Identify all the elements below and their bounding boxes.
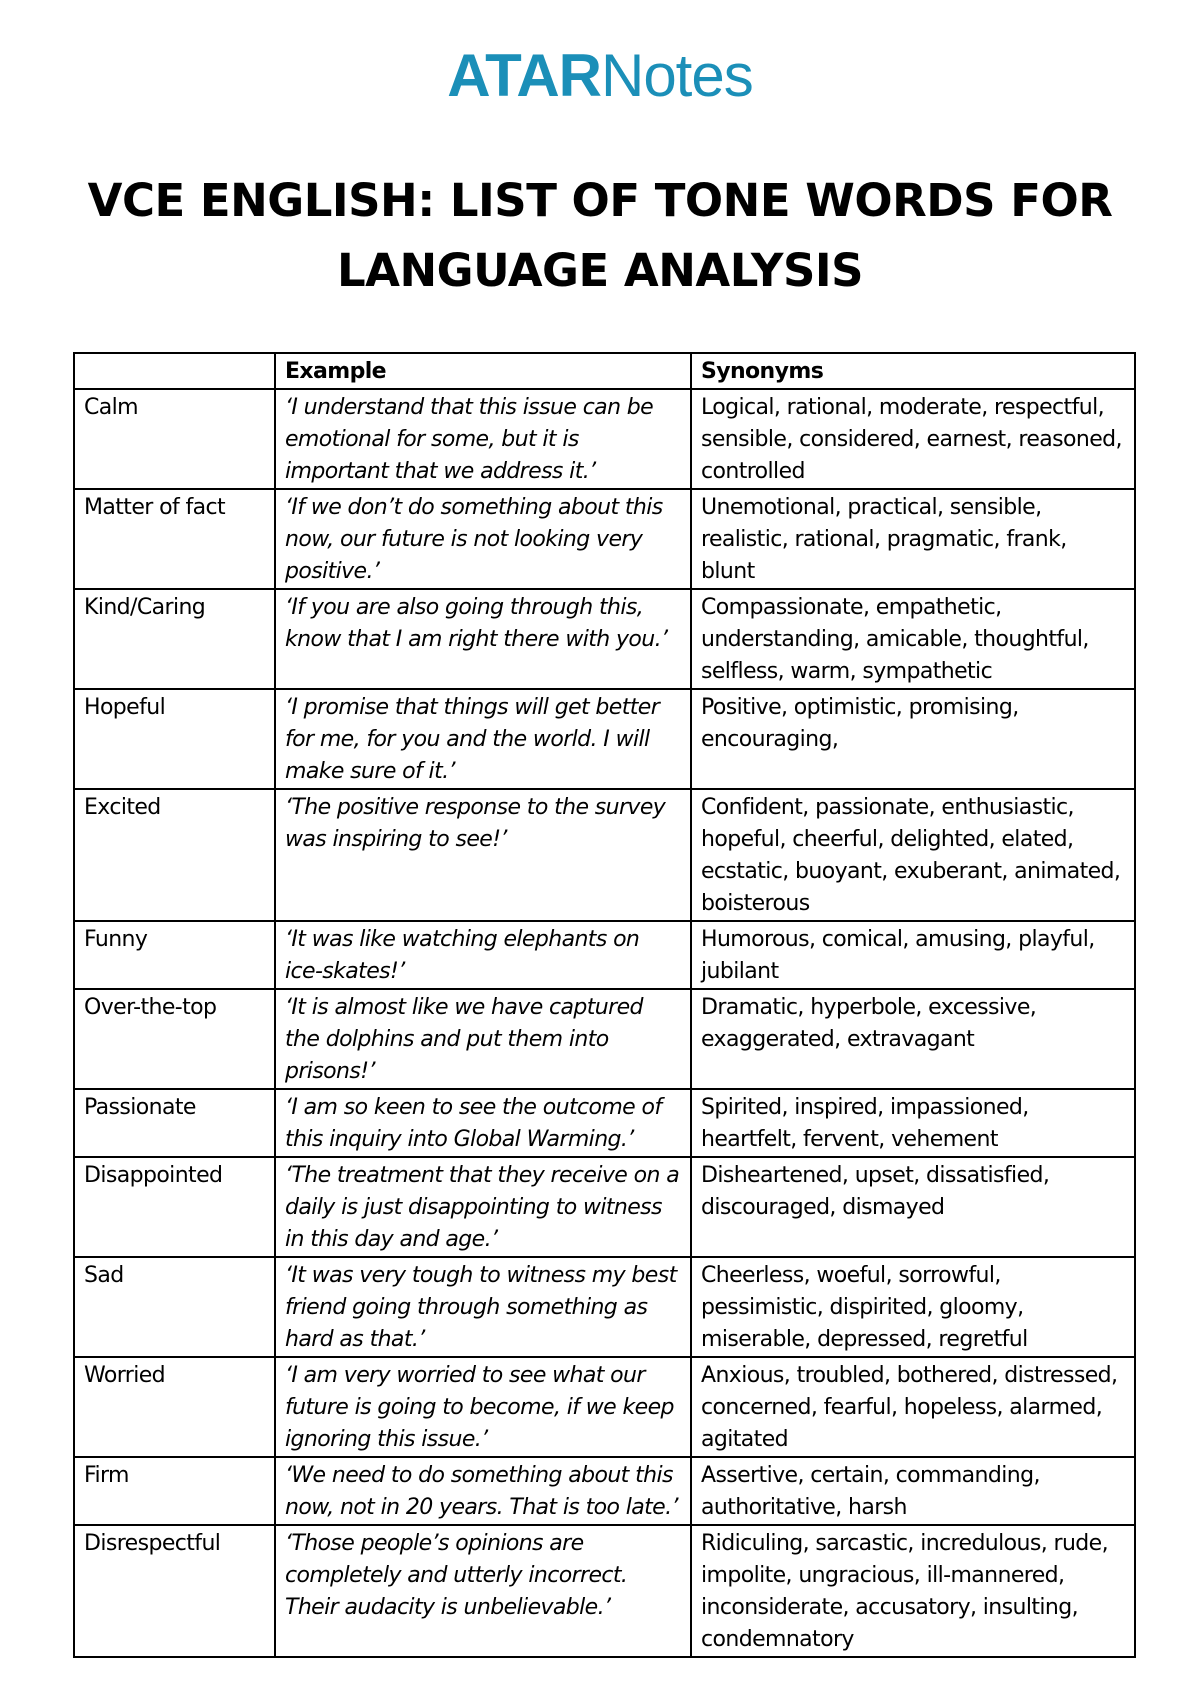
example-cell: ‘I promise that things will get better for me, for you and the world. I will make sure of it.’ bbox=[275, 689, 691, 789]
tone-words-table bbox=[73, 352, 1136, 1658]
table-row bbox=[74, 1089, 1135, 1157]
tone-cell: Funny bbox=[74, 921, 275, 989]
table-row bbox=[74, 1257, 1135, 1357]
example-cell: ‘If you are also going through this, know that I am right there with you.’ bbox=[275, 589, 691, 689]
example-cell: ‘The positive response to the survey was inspiring to see!’ bbox=[275, 789, 691, 921]
example-cell: ‘The treatment that they receive on a daily is just disappointing to witness in this day and age.’ bbox=[275, 1157, 691, 1257]
header-synonyms: Synonyms bbox=[691, 353, 1135, 389]
table-row bbox=[74, 989, 1135, 1089]
example-cell: ‘It was very tough to witness my best friend going through something as hard as that.’ bbox=[275, 1257, 691, 1357]
table-row bbox=[74, 1357, 1135, 1457]
synonyms-cell: Ridiculing, sarcastic, incredulous, rude, impolite, ungracious, ill-mannered, inconsiderate, accusatory, insulting, condemnatory bbox=[691, 1525, 1135, 1657]
synonyms-cell: Logical, rational, moderate, respectful, sensible, considered, earnest, reasoned, controlled bbox=[691, 389, 1135, 489]
atarnotes-logo bbox=[0, 44, 1200, 108]
tone-cell: Calm bbox=[74, 389, 275, 489]
synonyms-cell: Positive, optimistic, promising, encouraging, bbox=[691, 689, 1135, 789]
page-title-line-1: VCE ENGLISH: LIST OF TONE WORDS FOR bbox=[87, 174, 1113, 227]
logo-bold-text: ATAR bbox=[447, 42, 601, 109]
table-row bbox=[74, 589, 1135, 689]
example-cell: ‘It was like watching elephants on ice-skates!’ bbox=[275, 921, 691, 989]
example-cell: ‘We need to do something about this now, not in 20 years. That is too late.’ bbox=[275, 1457, 691, 1525]
tone-cell: Passionate bbox=[74, 1089, 275, 1157]
tone-cell: Matter of fact bbox=[74, 489, 275, 589]
synonyms-cell: Compassionate, empathetic, understanding, amicable, thoughtful, selfless, warm, sympathetic bbox=[691, 589, 1135, 689]
header-example: Example bbox=[275, 353, 691, 389]
example-cell: ‘I am so keen to see the outcome of this inquiry into Global Warming.’ bbox=[275, 1089, 691, 1157]
tone-cell: Kind/Caring bbox=[74, 589, 275, 689]
tone-cell: Disrespectful bbox=[74, 1525, 275, 1657]
synonyms-cell: Unemotional, practical, sensible, realistic, rational, pragmatic, frank, blunt bbox=[691, 489, 1135, 589]
table-row bbox=[74, 389, 1135, 489]
page-title bbox=[60, 166, 1140, 306]
synonyms-cell: Assertive, certain, commanding, authoritative, harsh bbox=[691, 1457, 1135, 1525]
table-row bbox=[74, 1525, 1135, 1657]
tone-cell: Sad bbox=[74, 1257, 275, 1357]
tone-cell: Hopeful bbox=[74, 689, 275, 789]
example-cell: ‘I understand that this issue can be emotional for some, but it is important that we address it.’ bbox=[275, 389, 691, 489]
tone-cell: Excited bbox=[74, 789, 275, 921]
tone-cell: Over-the-top bbox=[74, 989, 275, 1089]
tone-cell: Worried bbox=[74, 1357, 275, 1457]
synonyms-cell: Anxious, troubled, bothered, distressed, concerned, fearful, hopeless, alarmed, agitated bbox=[691, 1357, 1135, 1457]
table-row bbox=[74, 1457, 1135, 1525]
synonyms-cell: Disheartened, upset, dissatisfied, discouraged, dismayed bbox=[691, 1157, 1135, 1257]
example-cell: ‘I am very worried to see what our future is going to become, if we keep ignoring this issue.’ bbox=[275, 1357, 691, 1457]
example-cell: ‘If we don’t do something about this now, our future is not looking very positive.’ bbox=[275, 489, 691, 589]
synonyms-cell: Dramatic, hyperbole, excessive, exaggerated, extravagant bbox=[691, 989, 1135, 1089]
synonyms-cell: Confident, passionate, enthusiastic, hopeful, cheerful, delighted, elated, ecstatic, buoyant, exuberant, animated, boisterous bbox=[691, 789, 1135, 921]
table-row bbox=[74, 1157, 1135, 1257]
logo-light-text: Notes bbox=[600, 42, 753, 109]
synonyms-cell: Humorous, comical, amusing, playful, jubilant bbox=[691, 921, 1135, 989]
table-row bbox=[74, 489, 1135, 589]
table-row bbox=[74, 921, 1135, 989]
tone-cell: Firm bbox=[74, 1457, 275, 1525]
example-cell: ‘Those people’s opinions are completely and utterly incorrect. Their audacity is unbelievable.’ bbox=[275, 1525, 691, 1657]
tone-cell: Disappointed bbox=[74, 1157, 275, 1257]
table-row bbox=[74, 789, 1135, 921]
page-title-line-2: LANGUAGE ANALYSIS bbox=[336, 244, 864, 297]
synonyms-cell: Spirited, inspired, impassioned, heartfelt, fervent, vehement bbox=[691, 1089, 1135, 1157]
example-cell: ‘It is almost like we have captured the dolphins and put them into prisons!’ bbox=[275, 989, 691, 1089]
table-header-row bbox=[74, 353, 1135, 389]
synonyms-cell: Cheerless, woeful, sorrowful, pessimistic, dispirited, gloomy, miserable, depressed, regretful bbox=[691, 1257, 1135, 1357]
header-tone bbox=[74, 353, 275, 389]
table-row bbox=[74, 689, 1135, 789]
